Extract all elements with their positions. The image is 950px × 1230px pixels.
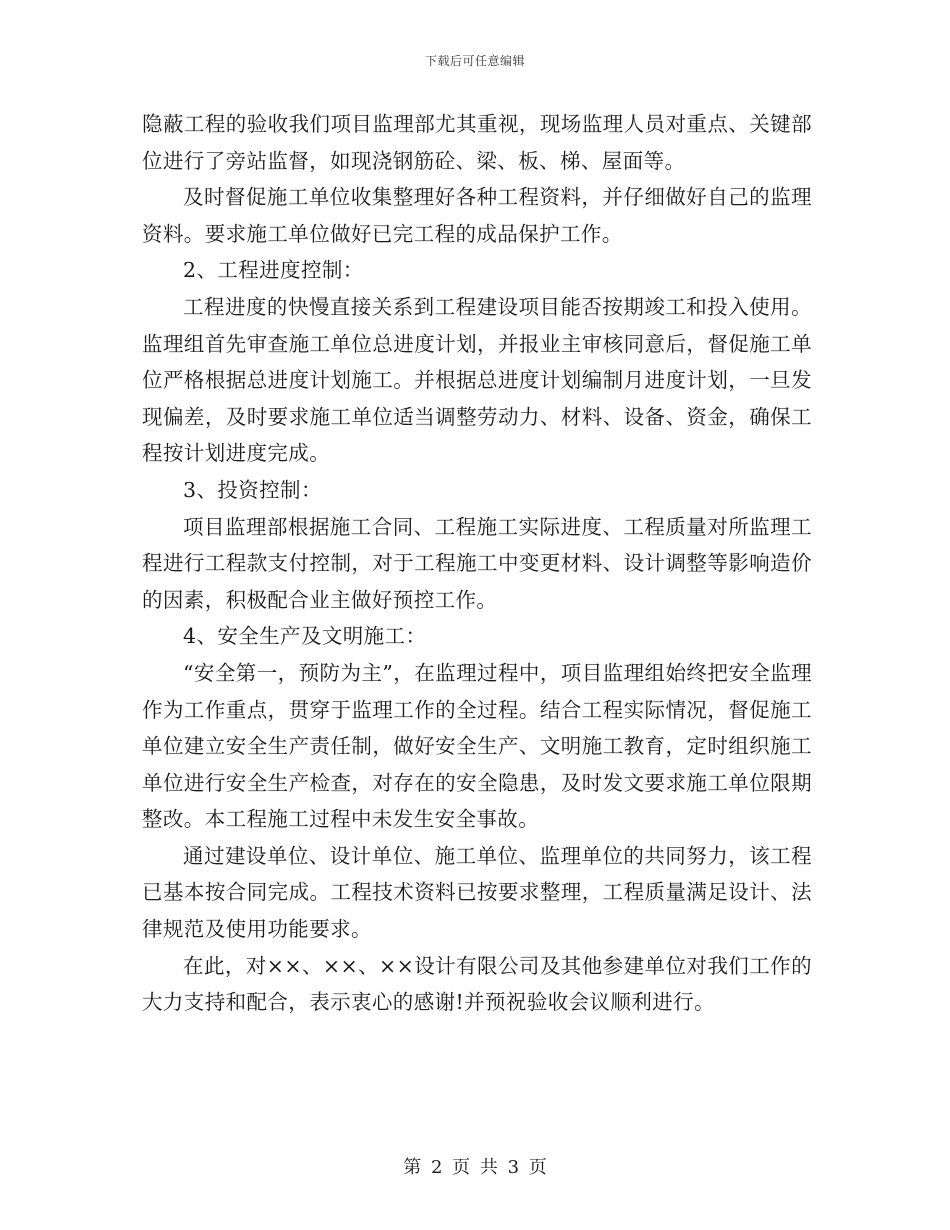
paragraph-safety: “安全第一，预防为主”，在监理过程中，项目监理组始终把安全监理作为工作重点，贯穿于监理工作的全过程。结合工程实际情况，督促施工单位建立安全生产责任制，做好安全生产、文明施工教育，定时组织施工单位进行安全生产检查，对存在的安全隐患，及时发文要求施工单位限期整改。本工程施工过程中未发生安全事故。 <box>142 660 812 832</box>
document-body <box>142 106 812 1021</box>
paragraph-progress: 工程进度的快慢直接关系到工程建设项目能否按期竣工和投入使用。监理组首先审查施工单位总进度计划，并报业主审核同意后，督促施工单位严格根据总进度计划施工。并根据总进度计划编制月进度计划，一旦发现偏差，及时要求施工单位适当调整劳动力、材料、设备、资金，确保工程按计划进度完成。 <box>142 294 812 466</box>
paragraph-thanks: 在此，对××、××、××设计有限公司及其他参建单位对我们工作的大力支持和配合，表示衷心的感谢!并预祝验收会议顺利进行。 <box>142 953 812 1015</box>
paragraph-2: 及时督促施工单位收集整理好各种工程资料，并仔细做好自己的监理资料。要求施工单位做好已完工程的成品保护工作。 <box>142 185 812 246</box>
header-note: 下载后可任意编辑 <box>424 54 525 68</box>
paragraph-1: 隐蔽工程的验收我们项目监理部尤其重视，现场监理人员对重点、关键部位进行了旁站监督，如现浇钢筋砼、梁、板、梯、屋面等。 <box>142 112 812 173</box>
paragraph-investment: 项目监理部根据施工合同、工程施工实际进度、工程质量对所监理工程进行工程款支付控制，对于工程施工中变更材料、设计调整等影响造价的因素，积极配合业主做好预控工作。 <box>142 514 812 612</box>
section-heading-investment: 3、投资控制： <box>183 477 322 502</box>
page-number: 第 2 页 共 3 页 <box>403 1157 547 1178</box>
section-heading-safety: 4、安全生产及文明施工： <box>183 624 427 649</box>
section-heading-progress: 2、工程进度控制： <box>183 258 364 283</box>
paragraph-summary: 通过建设单位、设计单位、施工单位、监理单位的共同努力，该工程已基本按合同完成。工程技术资料已按要求整理，工程质量满足设计、法律规范及使用功能要求。 <box>142 843 812 942</box>
